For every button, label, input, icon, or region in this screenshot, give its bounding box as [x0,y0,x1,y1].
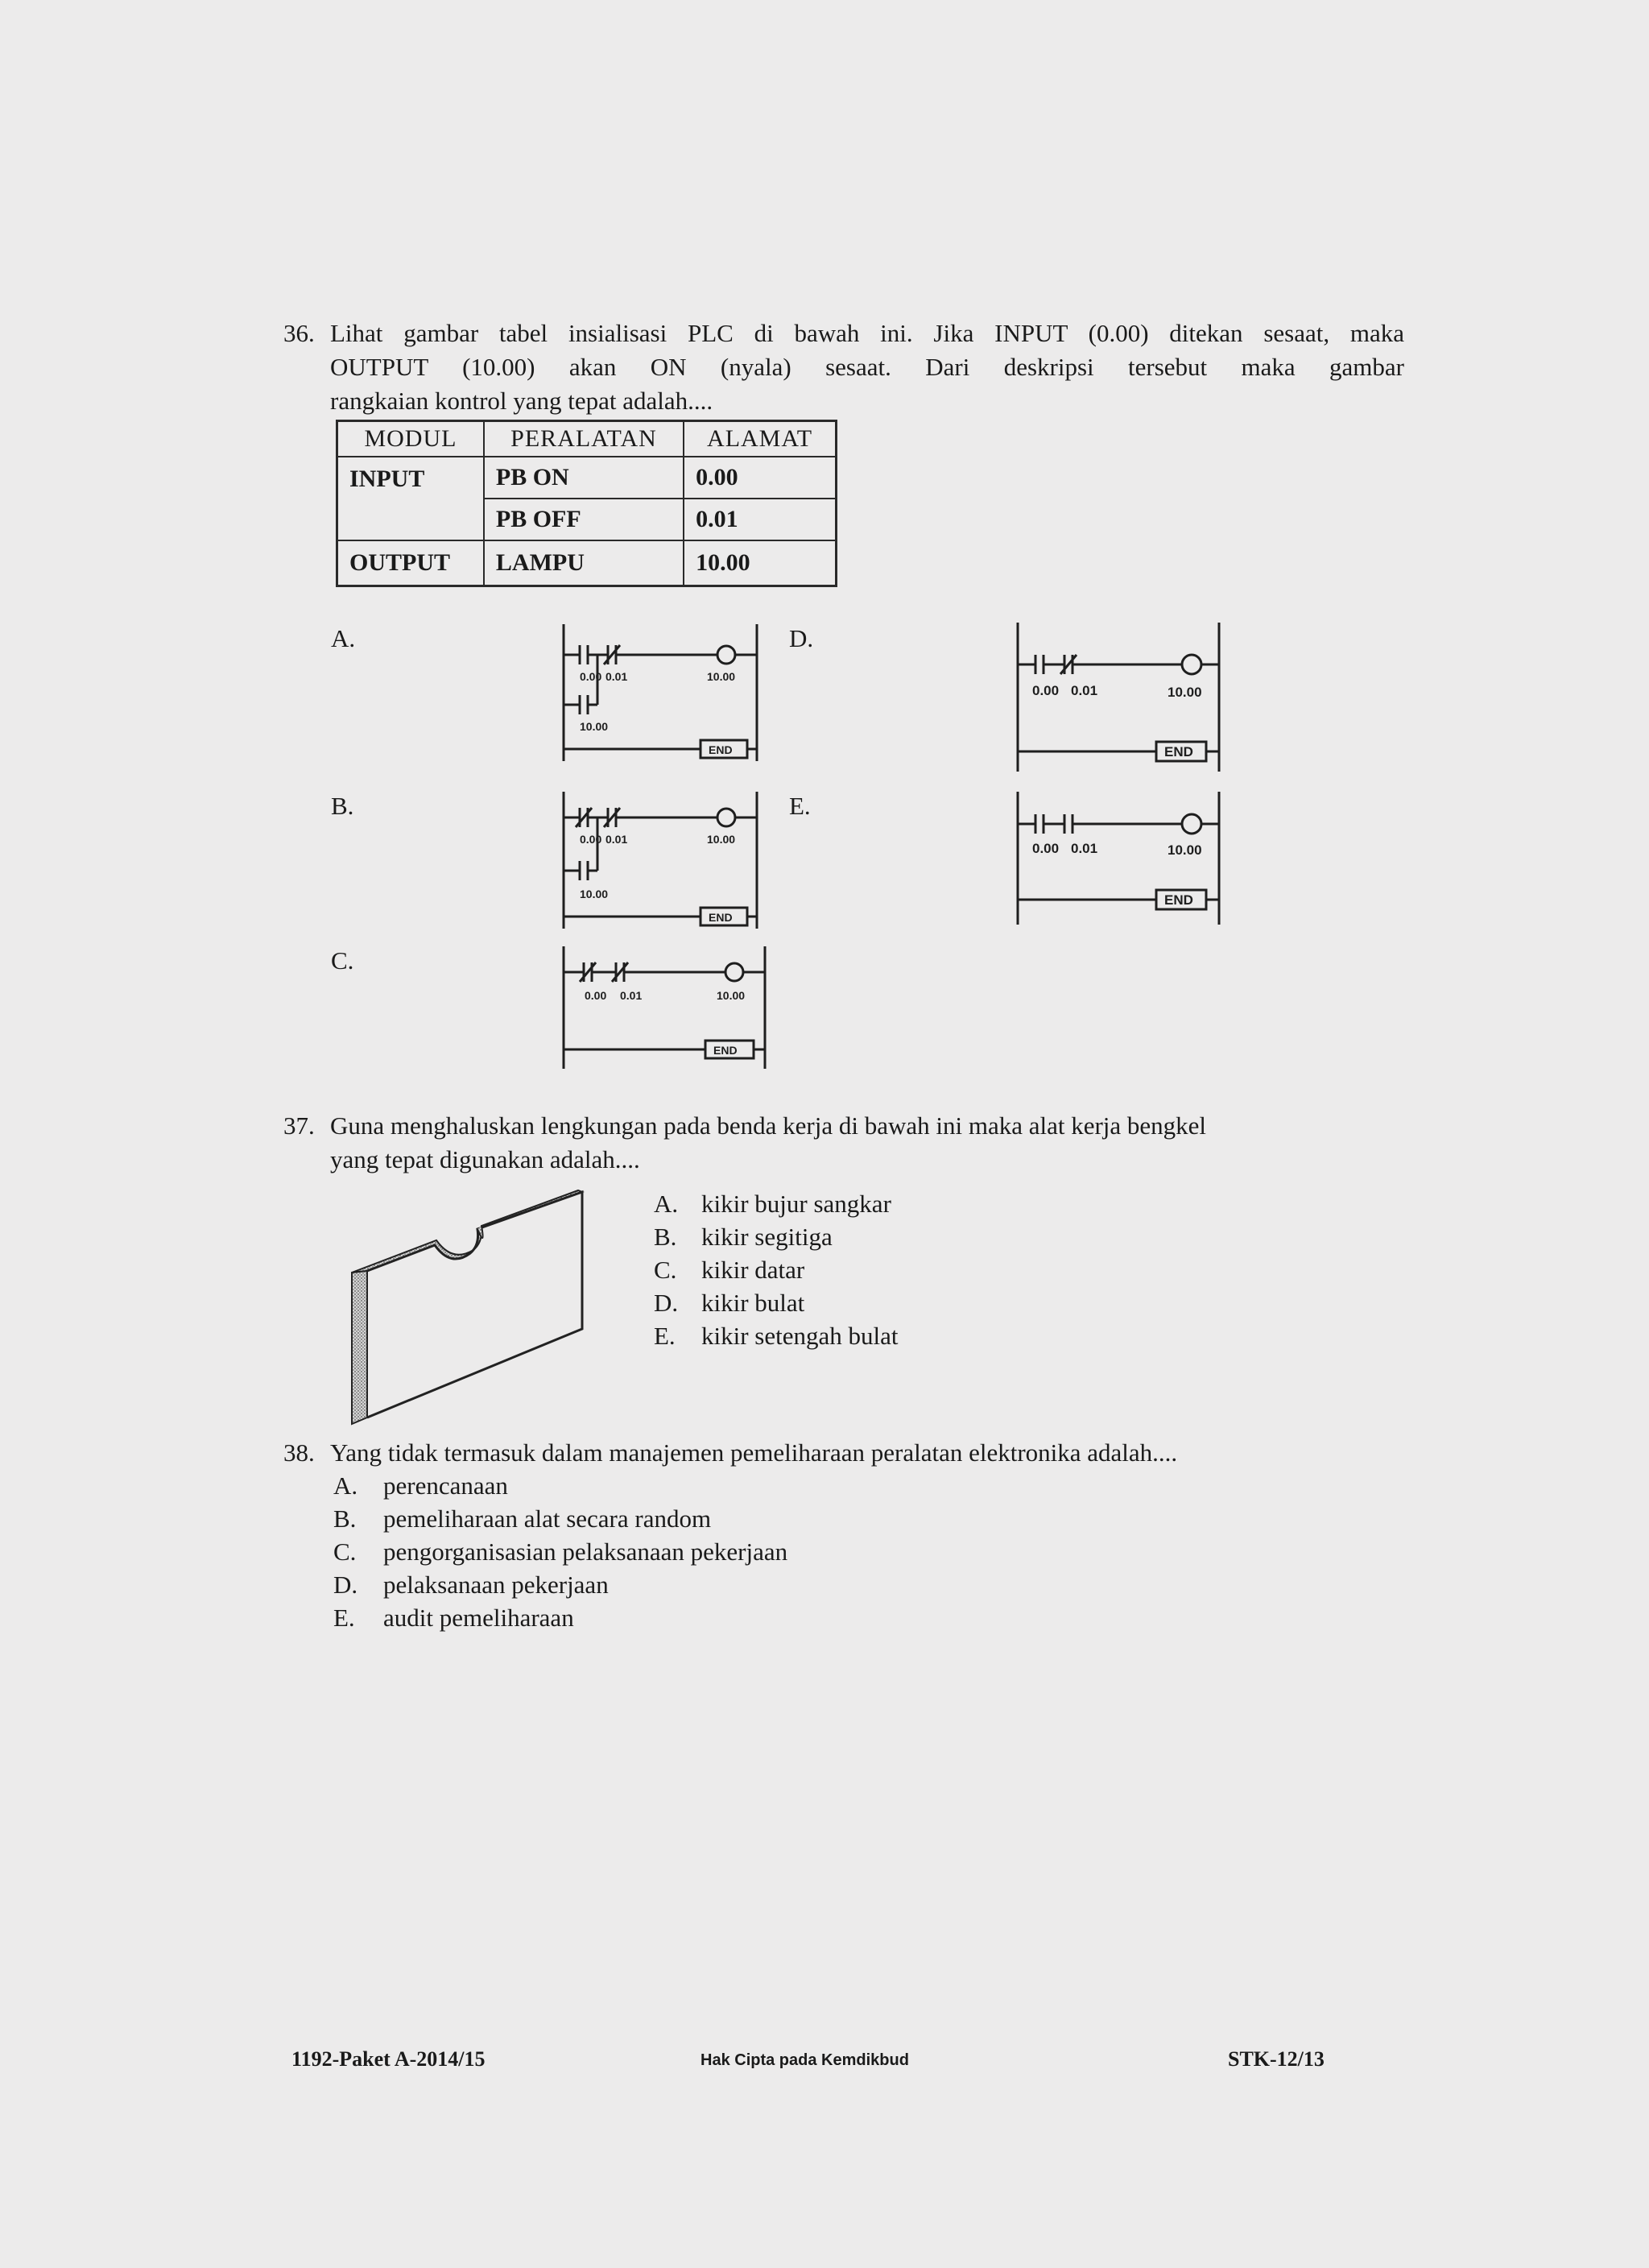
option-letter-a: A. [331,624,356,652]
footer-center: Hak Cipta pada Kemdikbud [701,2051,909,2069]
table-header: MODUL [337,421,484,457]
footer-left: 1192-Paket A-2014/15 [291,2047,486,2071]
table-cell-module: INPUT [337,457,484,540]
plc-address-table [336,420,837,587]
option-letter-b: B. [331,792,354,820]
end-instruction-label: END [709,743,733,756]
option-letter-c: C. [331,946,354,975]
option-letter-d: D. [789,624,814,652]
table-header: PERALATAN [484,421,684,457]
ladder-label: 10.00 [580,720,609,733]
ladder-label: 0.01 [605,670,628,683]
table-cell: 10.00 [684,540,836,586]
table-header: ALAMAT [684,421,836,457]
question-38 [283,1436,1411,1471]
ladder-label: 0.01 [1071,841,1098,856]
table-cell: PB OFF [484,499,684,540]
ladder-diagram-e [1013,792,1230,929]
question-number: 38. [283,1438,315,1467]
question-text: Yang tidak termasuk dalam manajemen pemeliharaan peralatan elektronika adalah.... [330,1438,1178,1467]
ladder-label: 10.00 [707,670,736,683]
option-letter-e: E. [789,792,811,820]
ladder-label: 0.00 [1032,683,1060,698]
question-text: Lihat gambar tabel insialisasi PLC di bawah ini. Jika INPUT (0.00) ditekan sesaat, maka OUTPUT (10.00) akan ON (nyala) sesaat. Dari deskripsi tersebut maka gambar rangkaian kontrol yang tepat adalah.... [330,319,1404,415]
question-number: 36. [283,319,315,347]
ladder-label: 10.00 [707,833,736,846]
end-instruction-label: END [709,911,733,924]
ladder-label: 0.00 [580,670,602,683]
footer-right: STK-12/13 [1228,2047,1325,2071]
ladder-label: 10.00 [580,888,609,900]
ladder-label: 10.00 [1168,685,1202,700]
table-cell: 0.00 [684,457,836,499]
ladder-label: 10.00 [1168,842,1202,858]
ladder-diagram-d [1013,623,1230,776]
question-36 [283,317,1411,421]
question-text: Guna menghaluskan lengkungan pada benda kerja di bawah ini maka alat kerja bengkel yang tepat digunakan adalah.... [330,1111,1207,1173]
end-instruction-label: END [713,1044,738,1057]
table-cell: PB ON [484,457,684,499]
question-37 [283,1109,1411,1182]
end-instruction-label: END [1164,744,1193,759]
ladder-diagram-a [556,624,773,769]
ladder-diagram-c [556,946,773,1075]
workpiece-illustration [345,1184,594,1430]
table-cell-module: OUTPUT [337,540,484,586]
ladder-label: 0.01 [1071,683,1098,698]
end-instruction-label: END [1164,892,1193,908]
ladder-label: 0.01 [605,833,628,846]
ladder-label: 0.00 [1032,841,1060,856]
ladder-label: 0.01 [620,989,643,1002]
ladder-label: 0.00 [585,989,607,1002]
table-cell: 0.01 [684,499,836,540]
ladder-label: 10.00 [717,989,746,1002]
ladder-label: 0.00 [580,833,602,846]
table-cell: LAMPU [484,540,684,586]
question-number: 37. [283,1111,315,1140]
ladder-diagram-b [556,792,773,937]
